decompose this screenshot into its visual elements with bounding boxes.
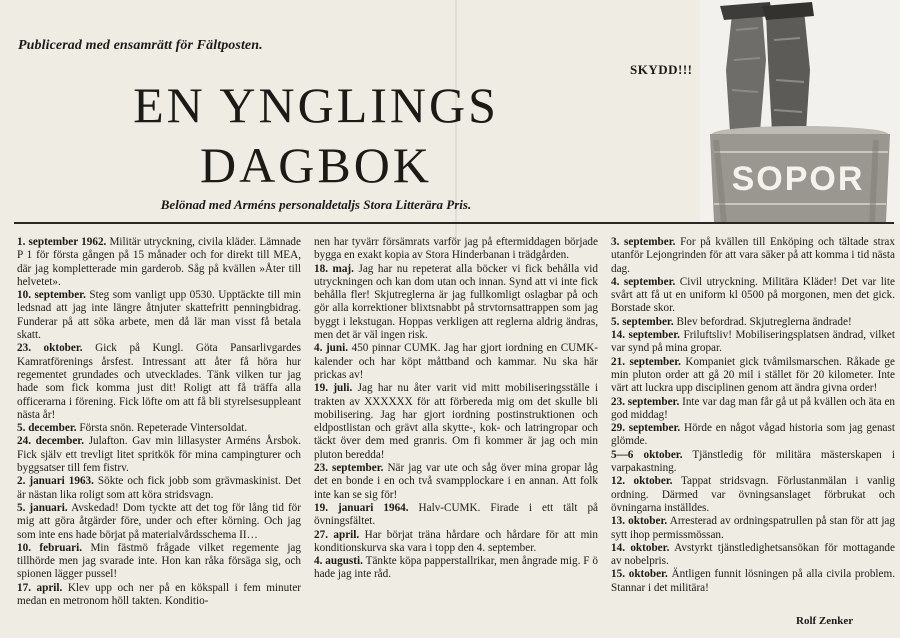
diary-entry [17, 542, 301, 582]
entry-text: Inte var dag man får gå ut på kvällen och äta en god middag! [611, 395, 895, 421]
entry-text: Har börjat träna hårdare och hårdare för att min konditionskurva ska vara i topp den 4. september. [314, 528, 598, 554]
diary-entry [611, 356, 895, 396]
diary-entry [611, 449, 895, 476]
diary-entry [611, 568, 895, 595]
entry-date: 13. oktober. [611, 515, 668, 528]
bin-label: SOPOR [731, 160, 865, 198]
diary-entry [17, 582, 301, 609]
entry-date: 19. juli. [314, 382, 353, 395]
entry-text: Jag har nu repeterat alla böcker vi fick behålla vid utryckningen och kan dom utan och innan. Synd att vi inte fick behålla fler! Skjutreglerna är jag fullkomligt oslagbar på och gör alla korrektioner blixtsnabbt på strvtornsattrappen som jag byggt i lekstugan. Hoppas verkligen att reglerna aldrig ändras, men det är väl ingen risk. [314, 262, 598, 342]
entry-date: 4. augusti. [314, 555, 363, 568]
entry-text: Arresterad av ordningspatrullen på stan för att jag sytt ihop permissmössan. [611, 515, 895, 541]
entry-date: 24. december. [17, 435, 85, 448]
entry-date: 1. september 1962. [17, 236, 107, 248]
diary-entry [17, 342, 301, 422]
entry-text: nen har tyvärr försämrats varför jag på eftermiddagen började bygga en exakt kopia av Stora Hinderbanan i trädgården. [314, 236, 598, 262]
title-line-2: DAGBOK [200, 137, 432, 193]
entry-text: Hörde en något vågad historia som jag genast glömde. [611, 422, 895, 448]
diary-entry [17, 289, 301, 342]
entry-date: 17. april. [17, 581, 63, 594]
entry-text: Avskedad! Dom tyckte att det tog för lång tid för mig att göra åtgärder före, under och efter körning. Och jag som inte ens hade börjat på materialvårdsschema II… [17, 501, 301, 541]
entry-date: 4. september. [611, 275, 676, 288]
diary-entry [611, 475, 895, 515]
entry-text: Äntligen funnit lösningen på alla civila problem. Stannar i det militära! [611, 568, 896, 594]
diary-entry [611, 276, 895, 316]
diary-entry [314, 263, 598, 343]
diary-entry [314, 382, 598, 462]
entry-text: Tänkte köpa papperstallrikar, men ångrade mig. F ö hade jag inte råd. [314, 555, 598, 581]
entry-date: 12. oktober. [611, 475, 673, 488]
diary-entry [17, 435, 301, 475]
entry-text: Halv-CUMK. Firade i ett tält på övningsfältet. [314, 501, 599, 528]
entry-date: 15. oktober. [611, 568, 668, 581]
diary-entry [17, 475, 301, 502]
diary-entry [17, 422, 301, 435]
diary-entry [314, 502, 598, 529]
entry-text: Tappat stridsvagn. Förlustanmälan i vanlig ordning. Därmed var övningsanslaget förbrukat och övningarna inställdes. [611, 475, 895, 514]
entry-date: 10. september. [17, 289, 86, 302]
entry-date: 18. maj. [314, 262, 354, 275]
entry-text: Min fästmö frågade vilket regemente jag tillhörde men jag svarade inte. Hon kan råka försäga sig, och spionen lägger pussel! [17, 541, 301, 581]
entry-text: Sökte och fick jobb som grävmaskinist. Det är nästan lika roligt som att köra stridsvagn. [17, 475, 301, 501]
author-signature: Rolf Zenker [796, 615, 854, 627]
entry-date: 23. september. [314, 462, 384, 475]
diary-column-2 [314, 236, 598, 582]
diary-column-1 [17, 236, 301, 608]
entry-date: 2. januari 1963. [17, 475, 94, 488]
photo-caption: SKYDD!!! [630, 62, 693, 77]
header-rule [14, 222, 894, 224]
entry-date: 27. april. [314, 528, 360, 541]
entry-text: Civil utryckning. Militära Kläder! Det var lite svårt att få ut en uniform kl 0500 på morgonen, men det gick. Borstade skor. [611, 275, 895, 315]
entry-text: Avstyrkt tjänstledighetsansökan för mottagande av nobelpris. [611, 541, 895, 568]
entry-text: Steg som vanligt upp 0530. Upptäckte till min ledsnad att jag inte längre åtnjuter skattefritt penningbidrag. Funderar på att söka arbete, men då lär man visst få betala skatt. [17, 289, 301, 342]
entry-text: Första snön. Repeterade Vintersoldat. [76, 422, 248, 435]
diary-entry [611, 515, 895, 542]
entry-text: For på kvällen till Enköping och tältade strax utanför Lejongrinden för att vara säker på att komma i tid nästa dag. [611, 236, 895, 275]
entry-date: 4. juni. [314, 342, 349, 355]
entry-text: När jag var ute och såg över mina gropar låg det en bonde i en och två svampplockare i en annan. Att folk inte kan se sig för! [314, 462, 598, 501]
entry-date: 21. september. [611, 355, 681, 368]
entry-date: 5—6 oktober. [611, 448, 683, 461]
diary-entry [314, 462, 598, 502]
entry-date: 29. september. [611, 422, 681, 435]
diary-column-3 [611, 236, 895, 595]
diary-entry [314, 236, 598, 263]
entry-date: 23. oktober. [17, 342, 83, 355]
entry-text: Jag har nu åter varit vid mitt mobiliseringsställe i trakten av XXXXXX för att förbereda mig om det skulle bli mobilisering. Jag har gjort iordning postinstruktionen och eldpostlistan och grävt alla skytte-, kok- och latringropar och täckt över dem med granris. Om fi kommer är jag och min pluton beredda! [314, 382, 598, 461]
entry-text: Militär utryckning, civila kläder. Lämnade P 1 för första gången på 15 månader och for direkt till MEA, där jag kompletterade min garderob. Såg på kvällen »Åter till helvetet». [17, 236, 301, 288]
entry-text: 450 pinnar CUMK. Jag har gjort iordning en CUMK-kalender och har köpt måttband och kammar. Nu ska här prickas av! [314, 342, 598, 381]
entry-text: Kompaniet gick tvåmilsmarschen. Råkade ge min pluton order att gå 20 mil i stället för 20 kilometer. Inte värt att luckra upp disciplinen genom att ändra givna order! [611, 355, 895, 395]
award-subtitle: Belönad med Arméns personaldetaljs Stora Litterära Pris. [160, 197, 472, 212]
diary-entry [611, 316, 895, 329]
entry-text: Friluftsliv! Mobiliseringsplatsen ändrad, vilket var synd på mina gropar. [611, 329, 895, 355]
entry-text: Blev befordrad. Skjutreglerna ändrade! [673, 315, 852, 328]
trash-bin-photo [700, 0, 900, 224]
diary-entry [314, 342, 598, 382]
entry-date: 5. september. [611, 315, 674, 328]
diary-entry [314, 555, 598, 582]
entry-date: 5. januari. [17, 501, 68, 514]
title-line-1: EN YNGLINGS [133, 77, 499, 133]
diary-entry [17, 236, 301, 289]
entry-date: 5. december. [17, 422, 77, 435]
entry-text: Tjänstledig för militära mästerskapen i varpakastning. [611, 448, 895, 475]
entry-date: 10. februari. [17, 541, 82, 554]
entry-text: Julafton. Gav min lillasyster Arméns Årsbok. Fick själv ett trevligt litet spritkök för mina campingturer och byggsatser till fem fistrv. [17, 435, 301, 475]
diary-entry [314, 529, 598, 556]
entry-text: Gick på Kungl. Göta Pansarlivgardes Kamratförenings årsfest. Intressant att åter få höra hur regementet grundades och utvecklades. Tänk vilken tur jag hade som fick komma just dit! Roligt att få träffa alla officerarna i förening. Fick löfte om att få bli styrelsesuppleant nästa år! [17, 342, 301, 421]
entry-date: 23. september. [611, 395, 680, 408]
entry-text: Klev upp och ner på en kökspall i fem minuter medan en metronom höll takten. Konditio- [17, 581, 302, 608]
entry-date: 14. september. [611, 329, 680, 342]
entry-date: 3. september. [611, 236, 676, 248]
diary-entry [611, 542, 895, 569]
diary-entry [611, 422, 895, 449]
diary-entry [611, 396, 895, 423]
diary-entry [611, 329, 895, 356]
diary-entry [17, 502, 301, 542]
publication-credit: Publicerad med ensamrätt för Fältposten. [18, 38, 263, 53]
diary-entry [611, 236, 895, 276]
entry-date: 19. januari 1964. [314, 501, 409, 514]
entry-date: 14. oktober. [611, 541, 670, 554]
